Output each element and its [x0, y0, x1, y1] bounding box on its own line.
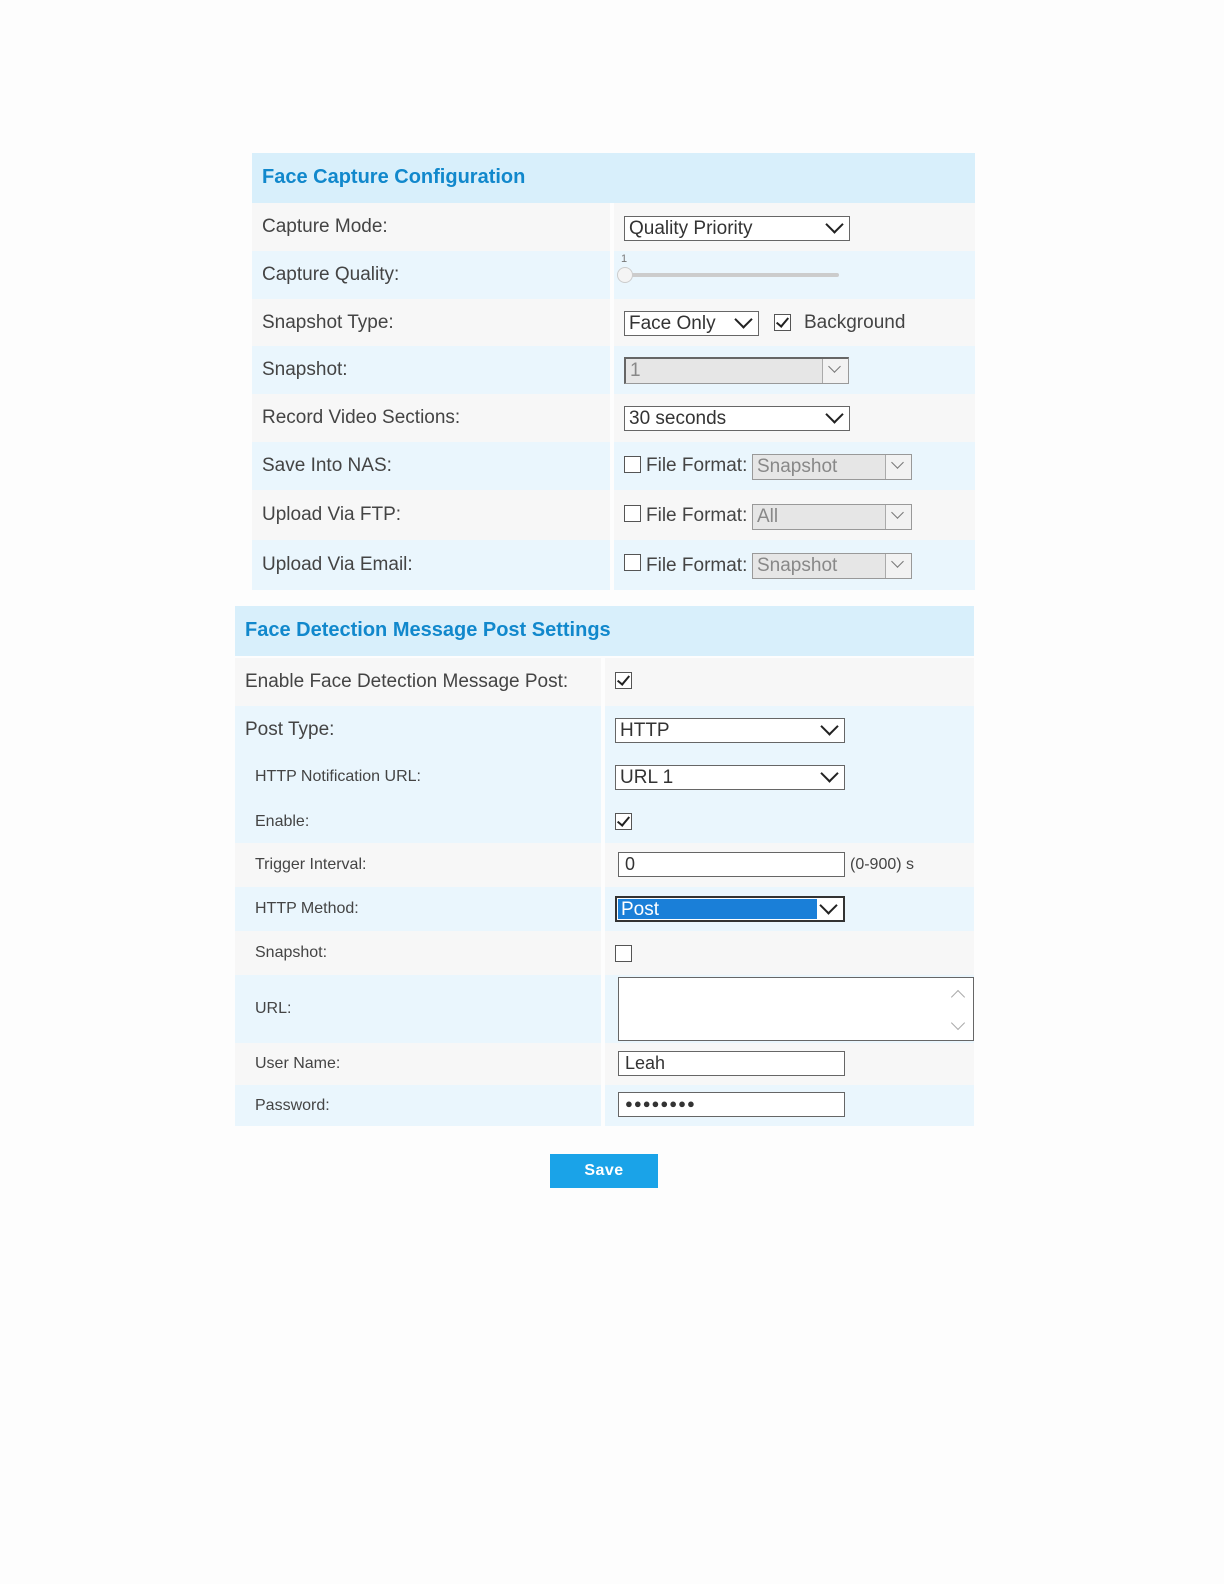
chevron-down-icon [822, 359, 848, 383]
http-url-row [235, 754, 974, 800]
trigger-interval-row [235, 843, 974, 887]
chevron-down-icon [819, 896, 837, 914]
enable-label: Enable: [235, 800, 601, 843]
message-post-title: Face Detection Message Post Settings [245, 619, 611, 641]
save-nas-format-value: Snapshot [757, 456, 838, 477]
capture-quality-value: 1 [621, 253, 628, 265]
chevron-down-icon [825, 406, 843, 424]
snapshot-type-row [252, 299, 975, 346]
chevron-down-icon [820, 765, 838, 783]
background-label: Background [804, 312, 906, 333]
snapshot-select[interactable] [624, 357, 849, 384]
chevron-down-icon [885, 554, 911, 578]
upload-ftp-checkbox[interactable] [624, 505, 641, 522]
capture-mode-row [252, 203, 975, 251]
post-snapshot-row [235, 931, 974, 975]
chevron-down-icon [825, 216, 843, 234]
upload-email-file-format-label: File Format: [646, 555, 748, 576]
snapshot-type-select[interactable] [624, 311, 759, 336]
record-video-select[interactable] [624, 406, 850, 431]
url-label: URL: [235, 975, 601, 1043]
chevron-up-icon[interactable] [951, 990, 965, 1004]
upload-ftp-row [252, 490, 975, 540]
save-button[interactable]: Save [550, 1154, 658, 1188]
upload-ftp-format-value: All [757, 506, 779, 527]
chevron-down-icon[interactable] [951, 1016, 965, 1030]
chevron-down-icon [885, 505, 911, 529]
upload-email-format-value: Snapshot [757, 555, 838, 576]
record-video-row [252, 394, 975, 442]
save-nas-checkbox[interactable] [624, 456, 641, 473]
face-capture-header [252, 153, 975, 203]
post-snapshot-checkbox[interactable] [615, 945, 632, 962]
post-type-label: Post Type: [235, 706, 601, 754]
chevron-down-icon [734, 311, 752, 329]
password-input[interactable]: ●●●●●●●● [618, 1092, 845, 1117]
capture-mode-select[interactable] [624, 216, 850, 241]
message-post-header [235, 606, 974, 656]
save-nas-format-select[interactable] [752, 454, 912, 480]
snapshot-type-value: Face Only [629, 313, 716, 334]
post-snapshot-label: Snapshot: [235, 931, 601, 975]
http-method-value: Post [621, 899, 660, 920]
http-url-value: URL 1 [620, 767, 674, 788]
post-type-value: HTTP [620, 720, 670, 741]
enable-post-label: Enable Face Detection Message Post: [235, 658, 601, 706]
face-capture-title: Face Capture Configuration [262, 166, 526, 188]
trigger-interval-input[interactable]: 0 [618, 852, 845, 877]
trigger-interval-label: Trigger Interval: [235, 843, 601, 887]
capture-mode-label: Capture Mode: [252, 203, 610, 251]
upload-ftp-file-format-label: File Format: [646, 505, 748, 526]
post-type-select[interactable] [615, 718, 845, 743]
user-name-input[interactable]: Leah [618, 1051, 845, 1076]
snapshot-type-label: Snapshot Type: [252, 299, 610, 346]
capture-quality-label: Capture Quality: [252, 251, 610, 299]
http-url-select[interactable] [615, 765, 845, 790]
url-textarea[interactable] [618, 977, 974, 1041]
user-name-row [235, 1043, 974, 1085]
upload-email-row [252, 540, 975, 590]
enable-post-checkbox[interactable] [615, 672, 632, 689]
upload-email-label: Upload Via Email: [252, 540, 610, 590]
chevron-down-icon [885, 455, 911, 479]
http-method-row [235, 887, 974, 931]
save-nas-label: Save Into NAS: [252, 442, 610, 490]
save-nas-file-format-label: File Format: [646, 455, 748, 476]
record-video-value: 30 seconds [629, 408, 727, 429]
save-nas-row [252, 442, 975, 490]
http-url-label: HTTP Notification URL: [235, 754, 601, 800]
capture-mode-value: Quality Priority [629, 218, 753, 239]
user-name-label: User Name: [235, 1043, 601, 1085]
upload-email-checkbox[interactable] [624, 554, 641, 571]
trigger-interval-hint: (0-900) s [850, 856, 915, 873]
upload-email-format-select[interactable] [752, 553, 912, 579]
password-row [235, 1085, 974, 1126]
capture-quality-slider-handle[interactable] [617, 267, 633, 283]
face-capture-panel [252, 153, 975, 590]
url-row [235, 975, 974, 1043]
enable-checkbox[interactable] [615, 813, 632, 830]
enable-post-row [235, 658, 974, 706]
snapshot-row [252, 346, 975, 394]
snapshot-label: Snapshot: [252, 346, 610, 394]
http-method-select[interactable] [615, 896, 845, 922]
message-post-panel [235, 606, 974, 1126]
capture-quality-slider-track[interactable] [624, 273, 839, 277]
upload-ftp-format-select[interactable] [752, 504, 912, 530]
background-checkbox[interactable] [774, 314, 791, 331]
record-video-label: Record Video Sections: [252, 394, 610, 442]
capture-quality-row [252, 251, 975, 299]
enable-row [235, 800, 974, 843]
post-type-row [235, 706, 974, 754]
upload-ftp-label: Upload Via FTP: [252, 490, 610, 540]
http-method-label: HTTP Method: [235, 887, 601, 931]
password-label: Password: [235, 1085, 601, 1126]
chevron-down-icon [820, 718, 838, 736]
snapshot-value: 1 [630, 360, 641, 381]
